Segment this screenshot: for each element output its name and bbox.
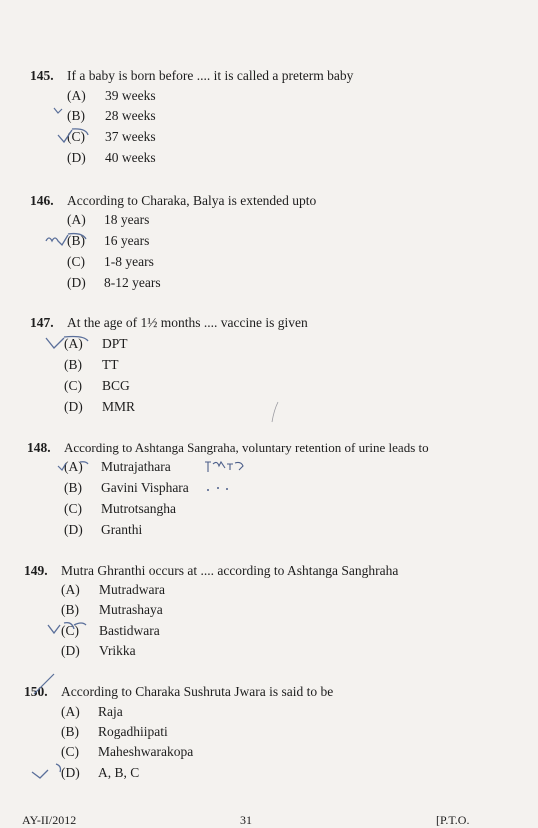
question-text: According to Ashtanga Sangraha, voluntary retention of urine leads to — [64, 440, 429, 455]
option-text: 8-12 years — [104, 275, 161, 290]
page-footer — [0, 811, 538, 825]
option-label: (B) — [64, 357, 82, 372]
option-label: (C) — [64, 501, 82, 516]
option-text: 1-8 years — [104, 254, 154, 269]
option-text: Bastidwara — [99, 623, 160, 638]
option-text: 28 weeks — [105, 108, 156, 123]
option-label: (B) — [67, 108, 85, 123]
pencil-dots-icon — [205, 484, 233, 494]
option-text: A, B, C — [98, 765, 140, 780]
option-text: Mutrashaya — [99, 602, 163, 617]
pencil-slash-icon — [30, 672, 58, 698]
exam-code: AY-II/2012 — [22, 813, 77, 827]
pencil-tick-icon — [46, 619, 88, 637]
question-number: 145. — [30, 68, 54, 83]
option-text: Raja — [98, 704, 123, 719]
option-label: (D) — [67, 150, 86, 165]
question-text: At the age of 1½ months .... vaccine is given — [67, 315, 308, 330]
option-label: (D) — [61, 765, 80, 780]
pencil-tick-icon — [56, 458, 90, 474]
option-text: TT — [102, 357, 119, 372]
question-text: Mutra Ghranthi occurs at .... according to Ashtanga Sanghraha — [61, 563, 399, 578]
option-label: (B) — [64, 480, 82, 495]
option-text: Vrikka — [99, 643, 136, 658]
option-label: (A) — [67, 212, 86, 227]
pencil-tick-icon — [44, 231, 88, 249]
question-number: 146. — [30, 193, 54, 208]
option-label: (D) — [67, 275, 86, 290]
option-label: (B) — [67, 233, 85, 248]
option-label: (A) — [61, 582, 80, 597]
question-number: 150. — [24, 684, 48, 699]
option-label: (C) — [64, 378, 82, 393]
pencil-tick-icon — [30, 762, 72, 782]
question-text: According to Charaka, Balya is extended upto — [67, 193, 317, 208]
option-label: (A) — [67, 88, 86, 103]
option-label: (A) — [64, 459, 83, 474]
option-label: (D) — [61, 643, 80, 658]
question-number: 149. — [24, 563, 48, 578]
pto-note: [P.T.O. — [436, 813, 470, 827]
option-text: DPT — [102, 336, 128, 351]
question-text: If a baby is born before .... it is called a preterm baby — [67, 68, 354, 83]
option-text: Gavini Visphara — [101, 480, 189, 495]
option-label: (C) — [61, 744, 79, 759]
pencil-tick-icon — [52, 106, 74, 120]
handwritten-note-icon — [203, 458, 247, 476]
pencil-tick-icon — [44, 334, 90, 352]
option-text: Granthi — [101, 522, 143, 537]
option-text: 40 weeks — [105, 150, 156, 165]
option-text: 37 weeks — [105, 129, 156, 144]
option-text: 16 years — [104, 233, 150, 248]
option-text: MMR — [102, 399, 136, 414]
pencil-tick-icon — [56, 127, 90, 145]
option-text: Maheshwarakopa — [98, 744, 194, 759]
option-label: (A) — [64, 336, 83, 351]
question-text: According to Charaka Sushruta Jwara is said to be — [61, 684, 334, 699]
option-text: BCG — [102, 378, 130, 393]
question-number: 147. — [30, 315, 54, 330]
option-label: (B) — [61, 602, 79, 617]
option-label: (D) — [64, 522, 83, 537]
page-number: 31 — [240, 813, 252, 827]
option-label: (D) — [64, 399, 83, 414]
option-text: Mutradwara — [99, 582, 165, 597]
option-label: (B) — [61, 724, 79, 739]
option-text: 18 years — [104, 212, 150, 227]
option-label: (C) — [67, 129, 85, 144]
option-text: Rogadhiipati — [98, 724, 168, 739]
option-label: (C) — [61, 623, 79, 638]
option-label: (C) — [67, 254, 85, 269]
option-text: 39 weeks — [105, 88, 156, 103]
option-text: Mutrotsangha — [101, 501, 176, 516]
pencil-mark-icon — [268, 400, 282, 426]
question-number: 148. — [27, 440, 51, 455]
option-text: Mutrajathara — [101, 459, 171, 474]
option-label: (A) — [61, 704, 80, 719]
